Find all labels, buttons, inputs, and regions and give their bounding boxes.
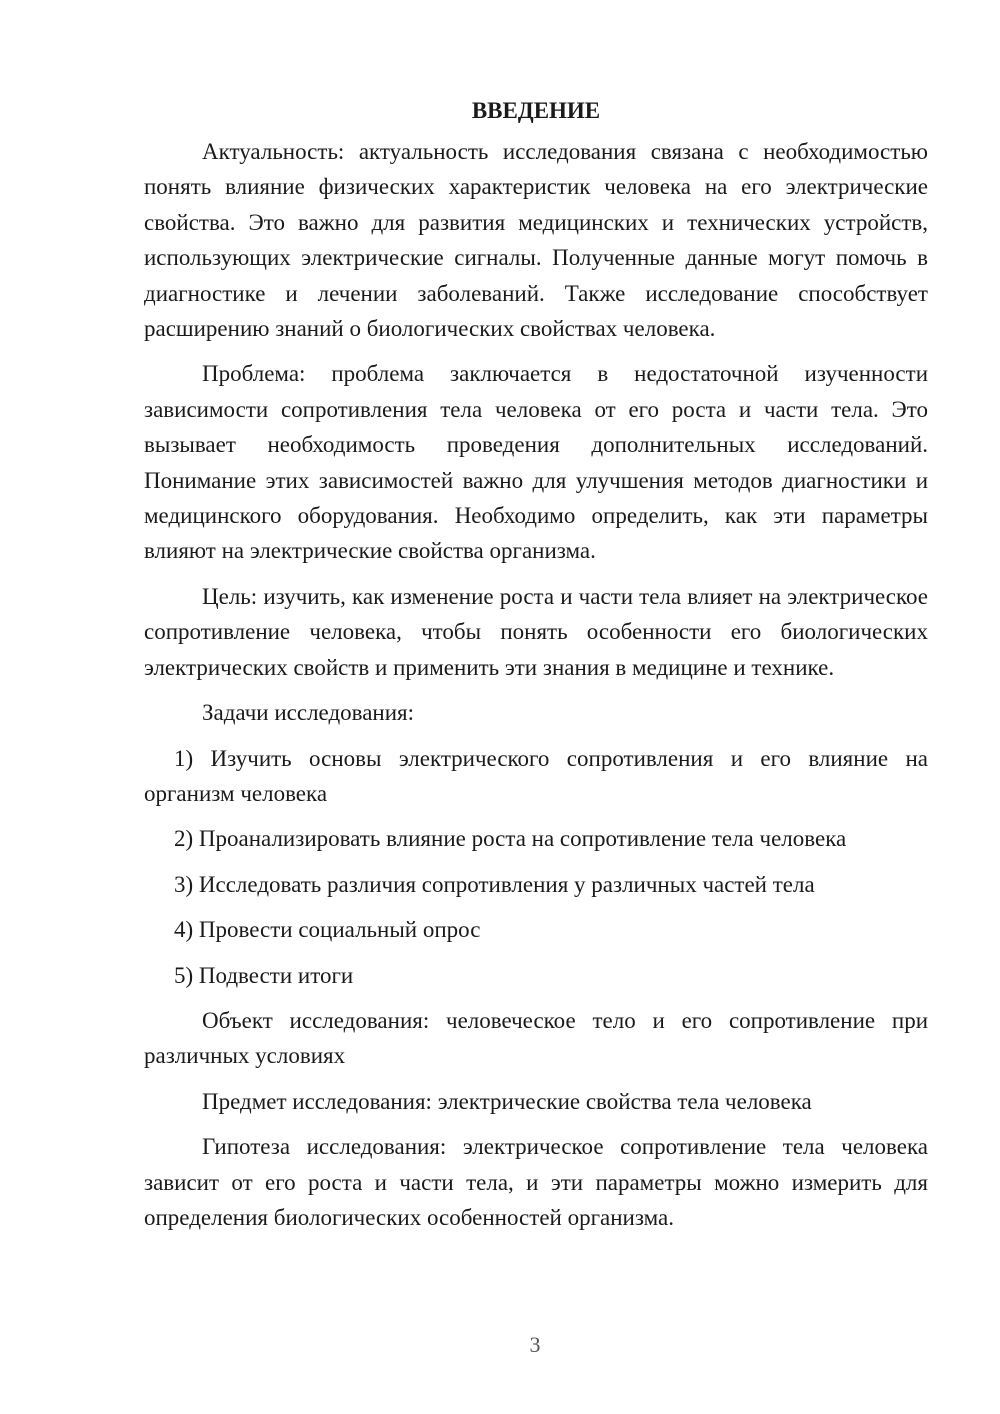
page-number: 3 (529, 1332, 541, 1357)
page-content (144, 94, 928, 1245)
task-item-1: 1) Изучить основы электрического сопротивления и его влияние на организм человека (144, 745, 928, 806)
task-item-5: 5) Подвести итоги (174, 962, 354, 988)
tasks-heading: Задачи исследования: (202, 700, 415, 726)
page-title: ВВЕДЕНИЕ (471, 98, 601, 123)
relevance-paragraph: Актуальность: актуальность исследования связана с необходимостью понять влияние физических характеристик человека на его электрические свойства. Это важно для развития медицинских и технических устройств, использующих электрические сигналы. Полученные данные могут помочь в диагностике и лечении заболеваний. Также исследование способствует расширению знаний о биологических свойствах человека. (144, 139, 928, 342)
hypothesis-paragraph: Гипотеза исследования: электрическое сопротивление тела человека зависит от его роста и части тела, и эти параметры можно измерить для определения биологических особенностей организма. (144, 1134, 928, 1230)
object-paragraph: Объект исследования: человеческое тело и его сопротивление при различных условиях (144, 1007, 928, 1069)
tasks-list (144, 741, 928, 993)
task-item-4: 4) Провести социальный опрос (174, 917, 481, 943)
problem-paragraph: Проблема: проблема заключается в недостаточной изученности зависимости сопротивления тела человека от его роста и части тела. Это вызывает необходимость проведения дополнительных исследований. Понимание этих зависимостей важно для улучшения методов диагностики и медицинского оборудования. Необходимо определить, как эти параметры влияют на электрические свойства организма. (144, 361, 928, 564)
goal-paragraph: Цель: изучить, как изменение роста и части тела влияет на электрическое сопротивление человека, чтобы понять особенности его биологических электрических свойств и применить эти знания в медицине и технике. (144, 583, 928, 680)
task-item-2: 2) Проанализировать влияние роста на сопротивление тела человека (174, 826, 847, 852)
subject-paragraph: Предмет исследования: электрические свойства тела человека (202, 1088, 812, 1114)
task-item-3: 3) Исследовать различия сопротивления у различных частей тела (174, 871, 815, 897)
